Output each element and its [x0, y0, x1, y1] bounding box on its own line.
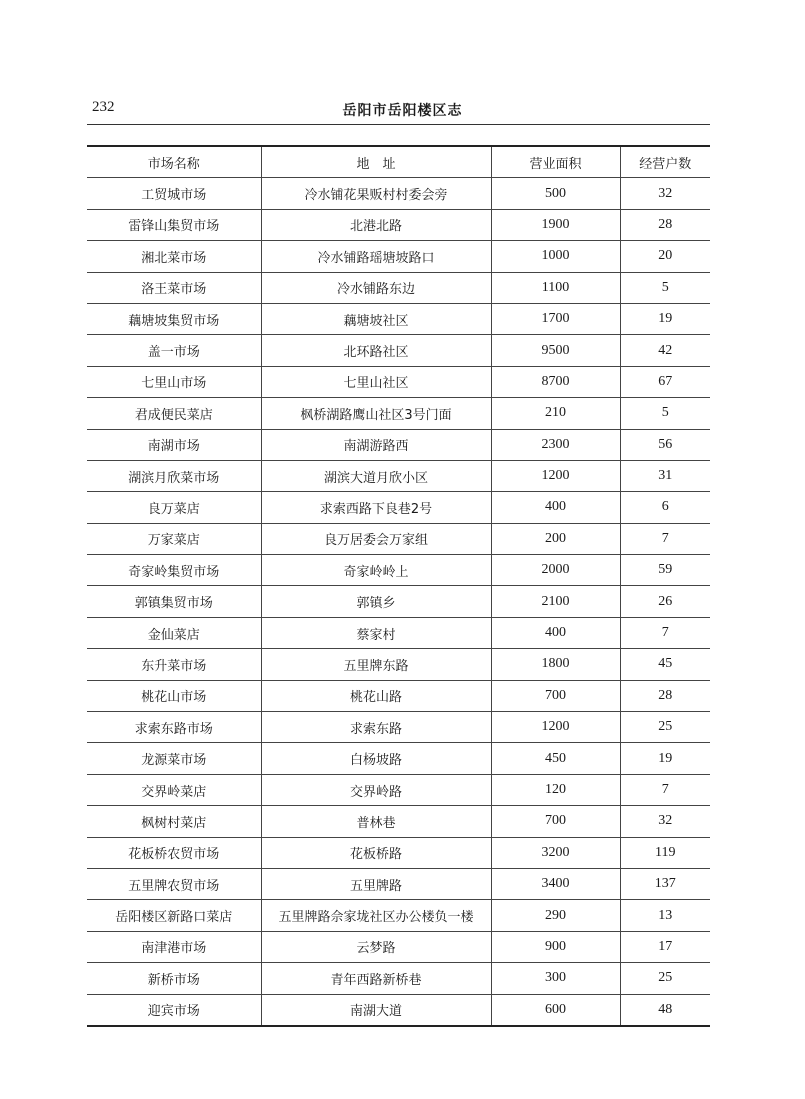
vendor-count-cell: 5	[620, 398, 710, 429]
vendor-count-cell: 45	[620, 649, 710, 680]
table-row	[87, 241, 710, 272]
business-area-cell: 1200	[491, 460, 620, 491]
table-body	[87, 178, 710, 1026]
market-name-cell: 洛王菜市场	[87, 272, 261, 303]
market-name-cell: 奇家岭集贸市场	[87, 555, 261, 586]
table-row	[87, 963, 710, 994]
business-area-cell: 2300	[491, 429, 620, 460]
address-cell: 冷水铺路东边	[261, 272, 491, 303]
market-name-cell: 迎宾市场	[87, 994, 261, 1026]
table-row	[87, 460, 710, 491]
market-name-cell: 七里山市场	[87, 366, 261, 397]
column-header-address: 地 址	[261, 146, 491, 178]
business-area-cell: 700	[491, 806, 620, 837]
address-cell: 花板桥路	[261, 837, 491, 868]
market-name-cell: 交界岭菜店	[87, 774, 261, 805]
market-name-cell: 东升菜市场	[87, 649, 261, 680]
business-area-cell: 9500	[491, 335, 620, 366]
vendor-count-cell: 56	[620, 429, 710, 460]
address-cell: 青年西路新桥巷	[261, 963, 491, 994]
address-cell: 五里牌路	[261, 868, 491, 899]
table-row	[87, 586, 710, 617]
column-header-vendor-count: 经营户数	[620, 146, 710, 178]
address-cell: 枫桥湖路鹰山社区3号门面	[261, 398, 491, 429]
vendor-count-cell: 25	[620, 963, 710, 994]
header-rule	[87, 124, 710, 125]
table-row	[87, 931, 710, 962]
business-area-cell: 600	[491, 994, 620, 1026]
business-area-cell: 500	[491, 178, 620, 209]
table-row	[87, 523, 710, 554]
table-row	[87, 680, 710, 711]
vendor-count-cell: 17	[620, 931, 710, 962]
address-cell: 五里牌路佘家垅社区办公楼负一楼	[261, 900, 491, 931]
business-area-cell: 450	[491, 743, 620, 774]
table-row	[87, 868, 710, 899]
market-name-cell: 岳阳楼区新路口菜店	[87, 900, 261, 931]
business-area-cell: 210	[491, 398, 620, 429]
vendor-count-cell: 28	[620, 680, 710, 711]
vendor-count-cell: 31	[620, 460, 710, 491]
vendor-count-cell: 7	[620, 617, 710, 648]
business-area-cell: 290	[491, 900, 620, 931]
vendor-count-cell: 20	[620, 241, 710, 272]
table-row	[87, 209, 710, 240]
table-row	[87, 900, 710, 931]
market-name-cell: 良万菜店	[87, 492, 261, 523]
address-cell: 普林巷	[261, 806, 491, 837]
market-name-cell: 龙源菜市场	[87, 743, 261, 774]
table-header-row	[87, 146, 710, 178]
vendor-count-cell: 25	[620, 712, 710, 743]
business-area-cell: 400	[491, 617, 620, 648]
business-area-cell: 2100	[491, 586, 620, 617]
market-name-cell: 南津港市场	[87, 931, 261, 962]
table-row	[87, 272, 710, 303]
market-name-cell: 工贸城市场	[87, 178, 261, 209]
market-name-cell: 枫树村菜店	[87, 806, 261, 837]
table-row	[87, 743, 710, 774]
business-area-cell: 900	[491, 931, 620, 962]
address-cell: 云梦路	[261, 931, 491, 962]
table-row	[87, 712, 710, 743]
address-cell: 北港北路	[261, 209, 491, 240]
address-cell: 桃花山路	[261, 680, 491, 711]
business-area-cell: 1100	[491, 272, 620, 303]
vendor-count-cell: 7	[620, 774, 710, 805]
vendor-count-cell: 59	[620, 555, 710, 586]
market-name-cell: 求索东路市场	[87, 712, 261, 743]
address-cell: 求索西路下良巷2号	[261, 492, 491, 523]
vendor-count-cell: 7	[620, 523, 710, 554]
vendor-count-cell: 42	[620, 335, 710, 366]
business-area-cell: 8700	[491, 366, 620, 397]
market-name-cell: 雷锋山集贸市场	[87, 209, 261, 240]
vendor-count-cell: 19	[620, 743, 710, 774]
table-row	[87, 555, 710, 586]
address-cell: 冷水铺花果贩村村委会旁	[261, 178, 491, 209]
vendor-count-cell: 5	[620, 272, 710, 303]
business-area-cell: 200	[491, 523, 620, 554]
address-cell: 冷水铺路瑶塘坡路口	[261, 241, 491, 272]
business-area-cell: 1800	[491, 649, 620, 680]
table-row	[87, 774, 710, 805]
business-area-cell: 1200	[491, 712, 620, 743]
table-row	[87, 806, 710, 837]
business-area-cell: 400	[491, 492, 620, 523]
table-row	[87, 492, 710, 523]
column-header-business-area: 营业面积	[491, 146, 620, 178]
business-area-cell: 2000	[491, 555, 620, 586]
vendor-count-cell: 137	[620, 868, 710, 899]
address-cell: 蔡家村	[261, 617, 491, 648]
address-cell: 交界岭路	[261, 774, 491, 805]
business-area-cell: 3400	[491, 868, 620, 899]
vendor-count-cell: 32	[620, 178, 710, 209]
address-cell: 南湖游路西	[261, 429, 491, 460]
market-table	[87, 145, 710, 1027]
table-row	[87, 429, 710, 460]
address-cell: 湖滨大道月欣小区	[261, 460, 491, 491]
market-name-cell: 新桥市场	[87, 963, 261, 994]
address-cell: 白杨坡路	[261, 743, 491, 774]
business-area-cell: 300	[491, 963, 620, 994]
vendor-count-cell: 26	[620, 586, 710, 617]
market-name-cell: 桃花山市场	[87, 680, 261, 711]
column-header-market-name: 市场名称	[87, 146, 261, 178]
market-name-cell: 郭镇集贸市场	[87, 586, 261, 617]
market-name-cell: 五里牌农贸市场	[87, 868, 261, 899]
address-cell: 良万居委会万家组	[261, 523, 491, 554]
vendor-count-cell: 6	[620, 492, 710, 523]
table-row	[87, 649, 710, 680]
table-row	[87, 178, 710, 209]
market-name-cell: 盖一市场	[87, 335, 261, 366]
address-cell: 藕塘坡社区	[261, 303, 491, 334]
market-name-cell: 君成便民菜店	[87, 398, 261, 429]
page-number: 232	[92, 99, 115, 115]
table-row	[87, 837, 710, 868]
table-row	[87, 366, 710, 397]
table-row	[87, 994, 710, 1026]
market-name-cell: 金仙菜店	[87, 617, 261, 648]
table-row	[87, 398, 710, 429]
table-row	[87, 335, 710, 366]
address-cell: 求索东路	[261, 712, 491, 743]
address-cell: 北环路社区	[261, 335, 491, 366]
table-row	[87, 303, 710, 334]
table-row	[87, 617, 710, 648]
vendor-count-cell: 119	[620, 837, 710, 868]
vendor-count-cell: 28	[620, 209, 710, 240]
business-area-cell: 1700	[491, 303, 620, 334]
vendor-count-cell: 19	[620, 303, 710, 334]
market-name-cell: 藕塘坡集贸市场	[87, 303, 261, 334]
address-cell: 七里山社区	[261, 366, 491, 397]
running-title: 岳阳市岳阳楼区志	[342, 103, 463, 119]
address-cell: 南湖大道	[261, 994, 491, 1026]
vendor-count-cell: 48	[620, 994, 710, 1026]
business-area-cell: 3200	[491, 837, 620, 868]
vendor-count-cell: 67	[620, 366, 710, 397]
market-name-cell: 花板桥农贸市场	[87, 837, 261, 868]
business-area-cell: 120	[491, 774, 620, 805]
business-area-cell: 1900	[491, 209, 620, 240]
vendor-count-cell: 32	[620, 806, 710, 837]
market-name-cell: 南湖市场	[87, 429, 261, 460]
market-name-cell: 湖滨月欣菜市场	[87, 460, 261, 491]
address-cell: 五里牌东路	[261, 649, 491, 680]
address-cell: 郭镇乡	[261, 586, 491, 617]
business-area-cell: 700	[491, 680, 620, 711]
market-name-cell: 万家菜店	[87, 523, 261, 554]
address-cell: 奇家岭岭上	[261, 555, 491, 586]
vendor-count-cell: 13	[620, 900, 710, 931]
market-name-cell: 湘北菜市场	[87, 241, 261, 272]
business-area-cell: 1000	[491, 241, 620, 272]
